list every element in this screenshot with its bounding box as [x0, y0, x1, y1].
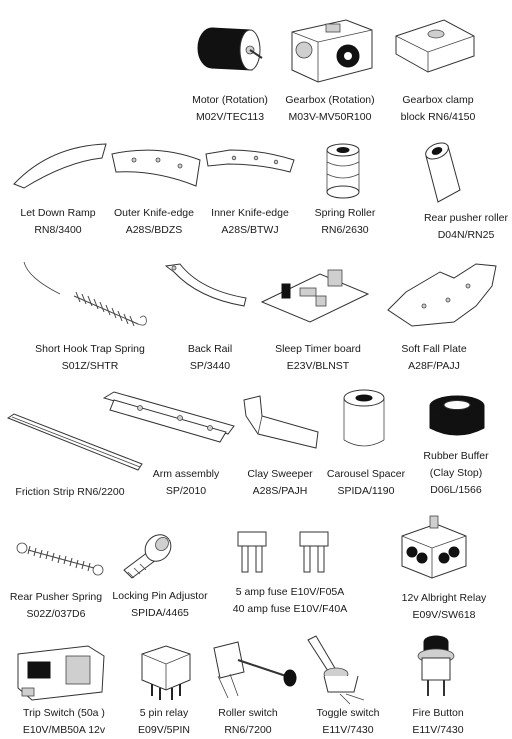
- part-name: Inner Knife-edge: [211, 207, 289, 219]
- part-code: 40 amp fuse E10V/F40A: [232, 603, 348, 615]
- five-pin-relay-image: [136, 640, 196, 702]
- part-code: SP/3440: [189, 360, 231, 372]
- part-code: E10V/MB50A 12v: [22, 724, 106, 736]
- part-name: 12v Albright Relay: [401, 592, 487, 604]
- part-name: 5 pin relay: [139, 707, 189, 719]
- part-name: Gearbox (Rotation): [285, 94, 375, 106]
- part-name: Back Rail: [187, 343, 233, 355]
- part-name: Rear pusher roller: [423, 212, 509, 224]
- part-name: Carousel Spacer: [326, 468, 406, 480]
- fall-plate-image: [384, 256, 502, 328]
- part-code: M02V/TEC113: [195, 111, 265, 123]
- part-code: RN6/7200: [224, 724, 272, 736]
- part-code: D04N/RN25: [437, 229, 495, 241]
- motor-image: [192, 18, 272, 84]
- part-name: Fire Button: [412, 707, 464, 719]
- part-name: Roller switch: [218, 707, 278, 719]
- part-name: Gearbox clamp: [402, 94, 474, 106]
- part-code: E11V/7430: [322, 724, 374, 736]
- part-name: Clay Sweeper: [247, 468, 313, 480]
- fire-button-image: [408, 632, 464, 706]
- arm-assembly-image: [100, 388, 240, 452]
- part-name: Trip Switch (50a ): [23, 707, 105, 719]
- trap-spring-image: [20, 258, 160, 334]
- part-code: D06L/1566: [430, 484, 482, 496]
- part-name: 5 amp fuse E10V/F05A: [235, 586, 345, 598]
- part-code: A28S/BDZS: [125, 224, 183, 236]
- part-code: SPIDA/4465: [131, 607, 189, 619]
- part-name: Toggle switch: [316, 707, 380, 719]
- part-name: Let Down Ramp: [20, 207, 96, 219]
- spring-roller-image: [318, 142, 368, 202]
- carousel-spacer-image: [338, 388, 390, 452]
- part-code: RN8/3400: [34, 224, 82, 236]
- part-name: Short Hook Trap Spring: [35, 343, 145, 355]
- part-name: Locking Pin Adjustor: [112, 590, 208, 602]
- part-name: Friction Strip RN6/2200: [15, 486, 125, 498]
- albright-relay-image: [396, 514, 472, 584]
- trip-switch-image: [14, 640, 106, 702]
- inner-knife-image: [204, 146, 296, 186]
- part-code: M03V-MV50R100: [288, 111, 372, 123]
- part-name: Outer Knife-edge: [114, 207, 194, 219]
- clamp-block-image: [392, 14, 478, 76]
- fuses-image: [232, 528, 346, 582]
- part-code: E09V/5PIN: [138, 724, 190, 736]
- part-code: SPIDA/1190: [337, 485, 395, 497]
- pusher-roller-image: [418, 140, 466, 208]
- gearbox-image: [286, 12, 378, 86]
- pusher-spring-image: [14, 538, 106, 578]
- back-rail-image: [160, 260, 252, 320]
- part-name: Sleep Timer board: [275, 343, 361, 355]
- part-name: Motor (Rotation): [192, 94, 268, 106]
- timer-board-image: [260, 262, 372, 324]
- part-code: block RN6/4150: [400, 111, 476, 123]
- part-code: E23V/BLNST: [286, 360, 350, 372]
- part-name: Rubber Buffer: [423, 450, 489, 462]
- part-code: A28S/BTWJ: [221, 224, 279, 236]
- roller-switch-image: [204, 638, 298, 706]
- part-name: Rear Pusher Spring: [9, 591, 103, 603]
- part-name: Arm assembly: [152, 468, 220, 480]
- part-code: E09V/SW618: [412, 609, 476, 621]
- part-code: E11V/7430: [412, 724, 464, 736]
- part-code: A28S/PAJH: [252, 485, 308, 497]
- outer-knife-image: [108, 140, 204, 192]
- part-code: (Clay Stop): [429, 467, 483, 479]
- locking-pin-image: [118, 530, 180, 582]
- part-code: A28F/PAJJ: [408, 360, 460, 372]
- part-name: Spring Roller: [314, 207, 376, 219]
- rubber-buffer-image: [424, 390, 490, 444]
- clay-sweeper-image: [238, 392, 324, 456]
- part-code: S02Z/037D6: [26, 608, 86, 620]
- toggle-switch-image: [302, 634, 374, 706]
- ramp-image: [10, 140, 110, 192]
- part-code: RN6/2630: [321, 224, 369, 236]
- part-code: SP/2010: [165, 485, 207, 497]
- part-code: S01Z/SHTR: [61, 360, 119, 372]
- part-name: Soft Fall Plate: [401, 343, 467, 355]
